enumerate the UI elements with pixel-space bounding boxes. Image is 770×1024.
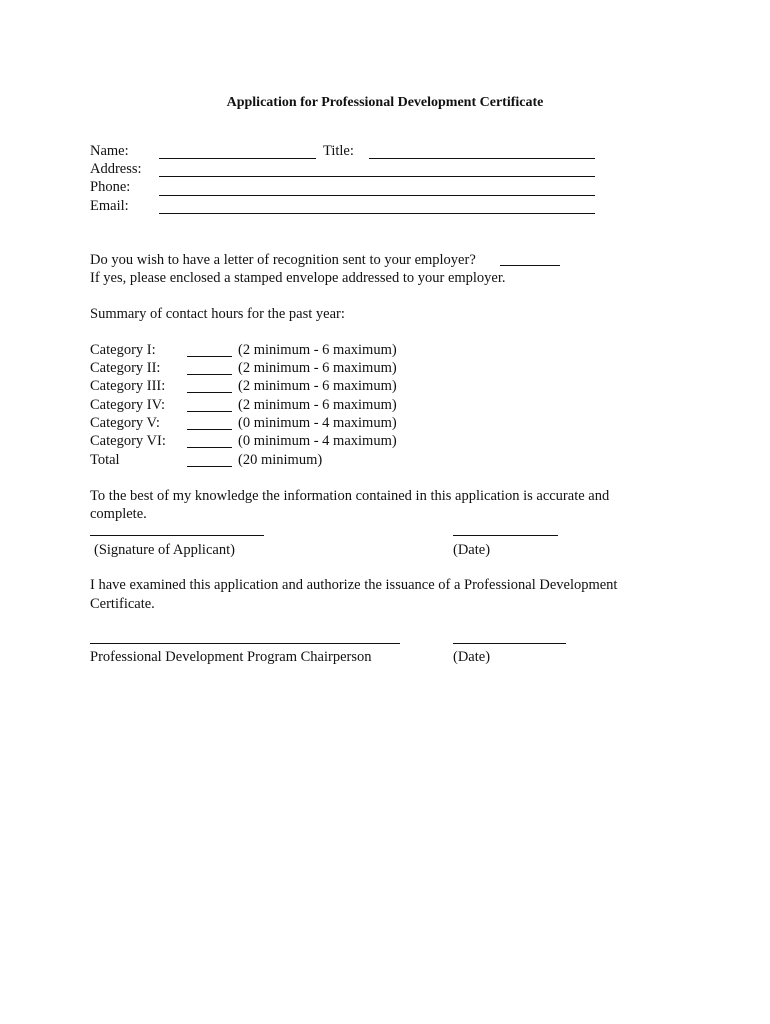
chair-date-label: (Date) (453, 649, 491, 665)
address-label: Address: (90, 161, 142, 177)
category-hours-field[interactable] (187, 374, 232, 375)
chairperson-signature-line[interactable] (90, 643, 400, 644)
title-field[interactable] (369, 158, 595, 159)
recognition-question: Do you wish to have a letter of recognition sent to your employer? (90, 252, 476, 268)
category-hours-field[interactable] (187, 429, 232, 430)
attestation-text-cont: complete. (90, 506, 147, 522)
category-hours-field[interactable] (187, 447, 232, 448)
category-range: (0 minimum - 4 maximum) (238, 415, 397, 431)
authorization-text-cont: Certificate. (90, 596, 155, 612)
category-hours-field[interactable] (187, 411, 232, 412)
chairperson-label: Professional Development Program Chairperson (90, 649, 372, 665)
category-range: (2 minimum - 6 maximum) (238, 378, 397, 394)
name-label: Name: (90, 143, 129, 159)
category-label: Category VI: (90, 433, 166, 449)
email-field[interactable] (159, 213, 595, 214)
page-title: Application for Professional Development Certificate (226, 95, 544, 110)
recognition-answer-field[interactable] (500, 265, 560, 266)
date-label: (Date) (453, 542, 491, 558)
phone-label: Phone: (90, 179, 131, 195)
attestation-text: To the best of my knowledge the information contained in this application is accurate and (90, 488, 610, 504)
total-range: (20 minimum) (238, 452, 323, 468)
category-range: (2 minimum - 6 maximum) (238, 342, 397, 358)
category-hours-field[interactable] (187, 356, 232, 357)
title-label: Title: (323, 143, 354, 159)
category-hours-field[interactable] (187, 392, 232, 393)
category-label: Category V: (90, 415, 160, 431)
address-field[interactable] (159, 176, 595, 177)
summary-heading: Summary of contact hours for the past year: (90, 306, 345, 322)
recognition-instruction: If yes, please enclosed a stamped envelope addressed to your employer. (90, 270, 506, 286)
applicant-date-line[interactable] (453, 535, 558, 536)
total-hours-field[interactable] (187, 466, 232, 467)
category-label: Category I: (90, 342, 156, 358)
name-field[interactable] (159, 158, 316, 159)
category-label: Category III: (90, 378, 166, 394)
signature-label: (Signature of Applicant) (94, 542, 235, 558)
category-range: (0 minimum - 4 maximum) (238, 433, 397, 449)
chairperson-date-line[interactable] (453, 643, 566, 644)
category-range: (2 minimum - 6 maximum) (238, 397, 397, 413)
category-label: Category IV: (90, 397, 166, 413)
category-label: Category II: (90, 360, 161, 376)
total-label: Total (90, 452, 120, 468)
authorization-text: I have examined this application and authorize the issuance of a Professional Development (90, 577, 618, 593)
email-label: Email: (90, 198, 129, 214)
phone-field[interactable] (159, 195, 595, 196)
category-range: (2 minimum - 6 maximum) (238, 360, 397, 376)
applicant-signature-line[interactable] (90, 535, 264, 536)
